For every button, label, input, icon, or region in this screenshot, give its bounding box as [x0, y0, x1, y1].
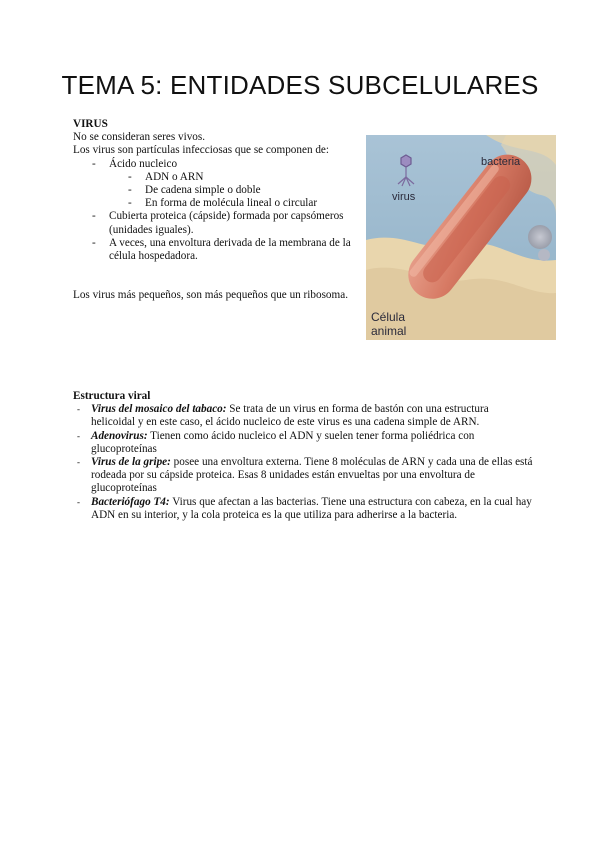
structure-section [73, 390, 533, 522]
list-item: - ADN o ARN [73, 171, 353, 184]
cell-organelle [528, 225, 552, 249]
list-item [73, 403, 533, 429]
list-item: - De cadena simple o doble [73, 184, 353, 197]
size-note: Los virus más pequeños, son más pequeños que un ribosoma. [73, 289, 348, 302]
animal-cell-label-2: animal [371, 324, 407, 338]
bacteria-label: bacteria [481, 156, 521, 168]
virus-section [73, 118, 353, 302]
nucleic-acid-sublist [73, 171, 353, 211]
animal-cell-label: Célula [371, 310, 406, 324]
structure-heading: Estructura viral [73, 390, 151, 402]
list-item: - En forma de molécula lineal o circular [73, 197, 353, 210]
description: Tienen como ácido nucleico el ADN y suelen tener forma poliédrica con glucoproteínas [91, 429, 475, 455]
list-item: - A veces, una envoltura derivada de la membrana de la célula hospedadora. [73, 237, 353, 263]
virus-label: virus [392, 191, 416, 203]
description: Se trata de un virus en forma de bastón con una estructura helicoidal y en este caso, el ácido nucleico de este virus es una cadena simple de ARN. [91, 403, 489, 429]
term: Bacteriófago T4: [91, 495, 170, 508]
structure-list [73, 403, 533, 522]
virus-heading: VIRUS [73, 118, 108, 130]
term: Virus del mosaico del tabaco: [91, 403, 227, 416]
list-item: - Cubierta proteica (cápside) formada por capsómeros (unidades iguales). [73, 210, 353, 236]
page-title: TEMA 5: ENTIDADES SUBCELULARES [61, 70, 539, 100]
components-list [73, 158, 353, 171]
components-list-continued [73, 210, 353, 263]
intro-line: Los virus son partículas infecciosas que se componen de: [73, 144, 330, 157]
term: Virus de la gripe: [91, 456, 171, 469]
description: Virus que afectan a las bacterias. Tiene una estructura con cabeza, en la cual hay ADN en su interior, y la cola proteica es la que utiliza para adherirse a la bacteria. [91, 495, 532, 521]
list-item [73, 456, 533, 496]
figure-illustration [366, 135, 556, 340]
list-item: - Ácido nucleico [73, 158, 353, 171]
list-item [73, 430, 533, 456]
intro-line: No se consideran seres vivos. [73, 131, 206, 144]
virus-bacteria-figure [366, 135, 556, 340]
list-item [73, 496, 533, 522]
description: posee una envoltura externa. Tiene 8 moléculas de ARN y cada una de ellas está rodeada por su cápside proteica. Esas 8 unidades están envueltas por una envoltura de glucoproteínas [91, 456, 533, 495]
term: Adenovirus: [91, 429, 148, 442]
